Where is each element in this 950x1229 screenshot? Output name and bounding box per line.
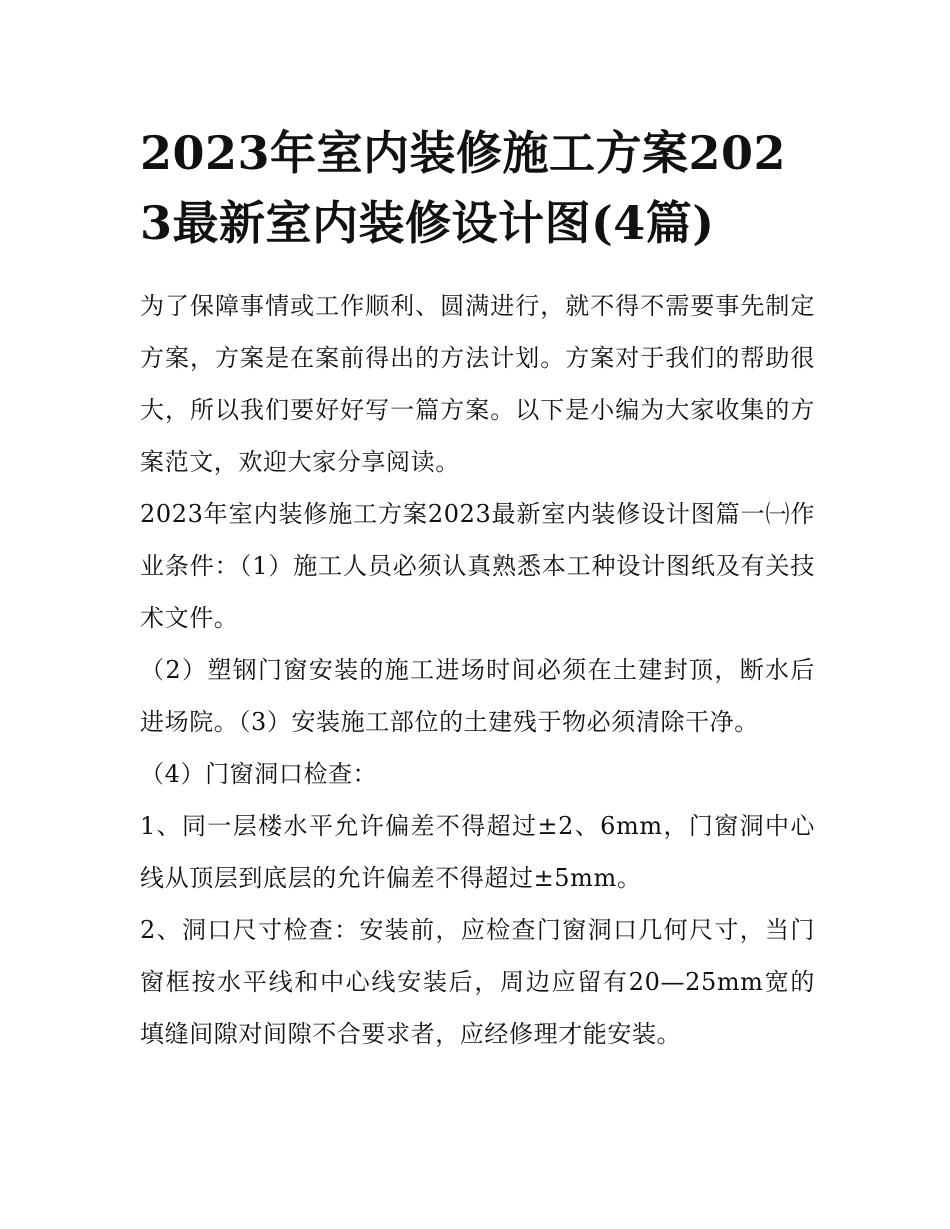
paragraph-opening-check: （4）门窗洞口检查： [140,760,378,788]
document-title: 2023年室内装修施工方案2023最新室内装修设计图(4篇) [140,126,787,250]
document-body [140,280,815,1060]
document-page [140,118,815,1060]
paragraph-work-conditions: 2023年室内装修施工方案2023最新室内装修设计图篇一㈠作业条件：（1）施工人员必须认真熟悉本工种设计图纸及有关技术文件。 [140,500,815,632]
paragraph-item-1: 1、同一层楼水平允许偏差不得超过±2、6mm，门窗洞中心线从顶层到底层的允许偏差不得超过±5mm。 [140,812,815,892]
paragraph-entry-timing: （2）塑钢门窗安装的施工进场时间必须在土建封顶，断水后进场院。（3）安装施工部位的土建残于物必须清除干净。 [140,656,815,736]
paragraph-intro: 为了保障事情或工作顺利、圆满进行，就不得不需要事先制定方案，方案是在案前得出的方法计划。方案对于我们的帮助很大，所以我们要好好写一篇方案。以下是小编为大家收集的方案范文，欢迎大家分享阅读。 [140,292,815,476]
paragraph-item-2: 2、洞口尺寸检查：安装前，应检查门窗洞口几何尺寸，当门窗框按水平线和中心线安装后，周边应留有20—25mm宽的填缝间隙对间隙不合要求者，应经修理才能安装。 [140,916,815,1048]
